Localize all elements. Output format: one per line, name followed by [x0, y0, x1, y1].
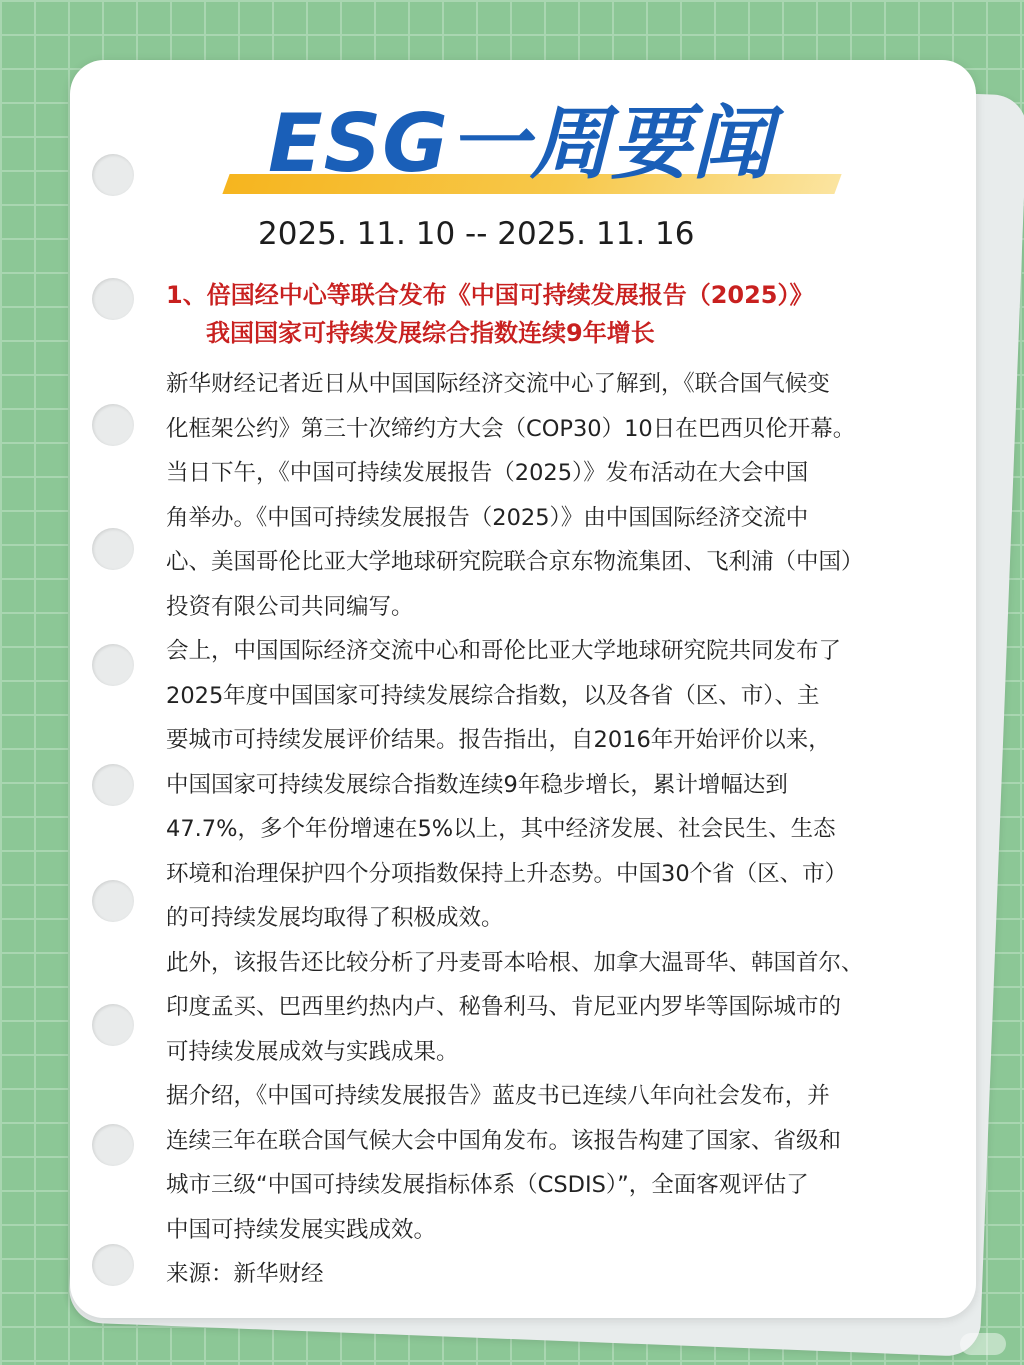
article-line: 化框架公约》第三十次缔约方大会（COP30）10日在巴西贝伦开幕。: [166, 415, 856, 442]
date-range: 2025. 11. 10 -- 2025. 11. 16: [258, 216, 695, 252]
binder-hole: [92, 644, 134, 686]
article-line: 的可持续发展均取得了积极成效。: [166, 905, 504, 931]
binder-hole: [92, 1004, 134, 1046]
headline-line-1: 1、倍国经中心等联合发布《中国可持续发展报告（2025）》: [166, 281, 814, 309]
article-line: 中国国家可持续发展综合指数连续9年稳步增长，累计增幅达到: [166, 771, 788, 798]
binder-hole: [92, 764, 134, 806]
article-line: 印度孟买、巴西里约热内卢、秘鲁利马、肯尼亚内罗毕等国际城市的: [166, 994, 842, 1020]
article-line: 环境和治理保护四个分项指数保持上升态势。中国30个省（区、市）: [166, 860, 848, 887]
article-line: 47.7%，多个年份增速在5%以上，其中经济发展、社会民生、生态: [166, 816, 836, 842]
article-line: 中国可持续发展实践成效。: [166, 1216, 437, 1243]
page-title: ESG一周要闻: [268, 97, 773, 190]
article-line: 城市三级“中国可持续发展指标体系（CSDIS）”，全面客观评估了: [166, 1172, 809, 1198]
binder-hole: [92, 1124, 134, 1166]
article-line: 可持续发展成效与实践成果。: [166, 1038, 459, 1065]
watermark-badge: [960, 1333, 1006, 1355]
article-line: 2025年度中国国家可持续发展综合指数，以及各省（区、市）、主: [166, 682, 820, 709]
binder-hole: [92, 528, 134, 570]
article-line: 来源：新华财经: [166, 1261, 324, 1287]
article-line: 投资有限公司共同编写。: [166, 593, 414, 620]
page-title-block: [220, 96, 840, 206]
article-line: 角举办。《中国可持续发展报告（2025）》由中国国际经济交流中: [166, 504, 809, 531]
binder-hole: [92, 404, 134, 446]
binder-hole: [92, 880, 134, 922]
article-line: 当日下午，《中国可持续发展报告（2025）》发布活动在大会中国: [166, 460, 809, 486]
headline-line-2: 我国国家可持续发展综合指数连续9年增长: [206, 319, 655, 347]
article-line: 心、美国哥伦比亚大学地球研究院联合京东物流集团、飞利浦（中国）: [166, 549, 864, 575]
news-headline: [166, 276, 926, 352]
article-line: 连续三年在联合国气候大会中国角发布。该报告构建了国家、省级和: [166, 1127, 842, 1154]
article-body: [166, 362, 922, 1297]
article-line: 据介绍，《中国可持续发展报告》蓝皮书已连续八年向社会发布，并: [166, 1083, 830, 1109]
binder-hole: [92, 154, 134, 196]
binder-hole: [92, 1244, 134, 1286]
binder-hole: [92, 278, 134, 320]
article-line: 新华财经记者近日从中国国际经济交流中心了解到，《联合国气候变: [166, 371, 830, 397]
article-line: 此外，该报告还比较分析了丹麦哥本哈根、加拿大温哥华、韩国首尔、: [166, 949, 864, 976]
article-line: 要城市可持续发展评价结果。报告指出，自2016年开始评价以来，: [166, 727, 831, 753]
article-line: 会上，中国国际经济交流中心和哥伦比亚大学地球研究院共同发布了: [166, 638, 842, 664]
